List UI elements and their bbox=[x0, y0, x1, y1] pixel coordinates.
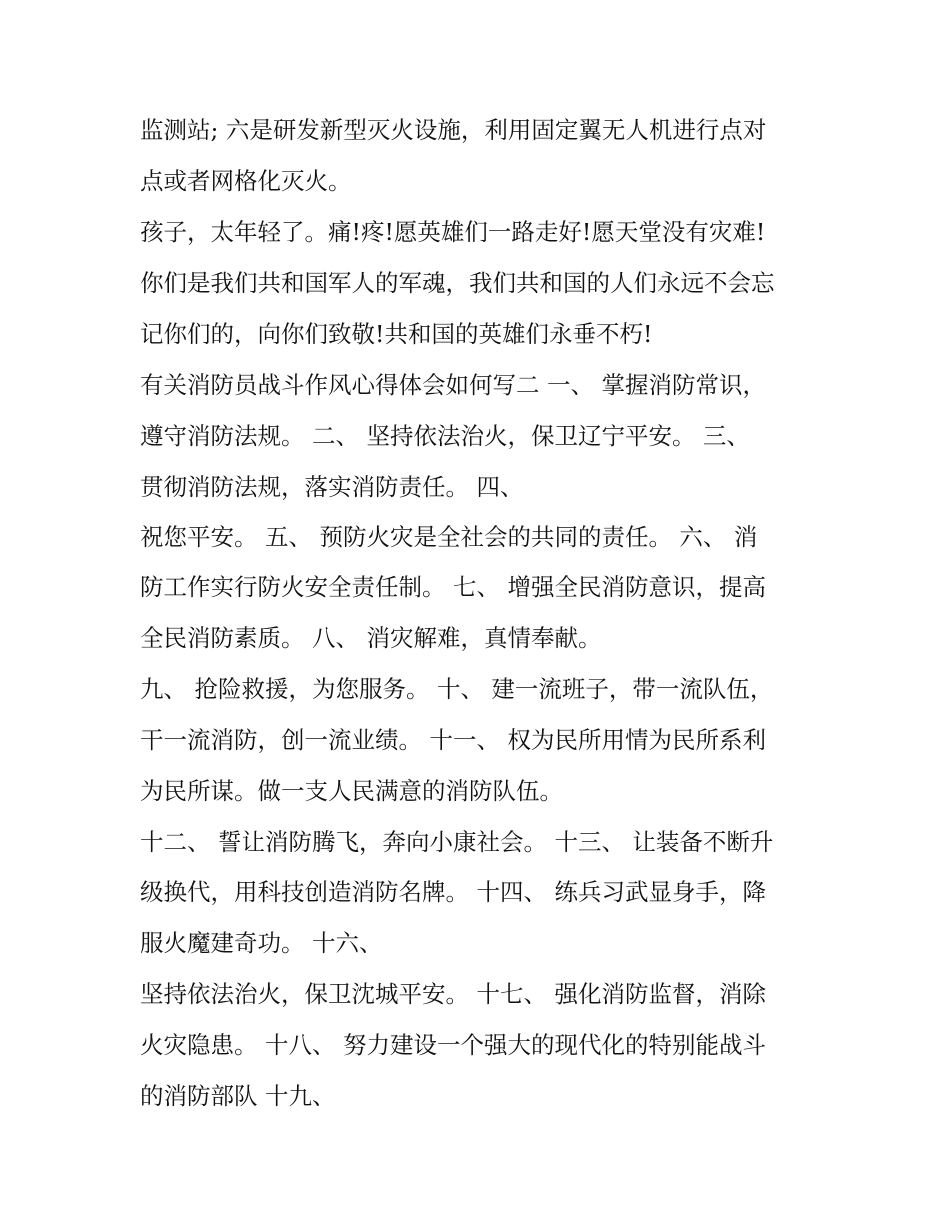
text-line: 防工作实行防火安全责任制。 七、 增强全民消防意识，提高 bbox=[140, 573, 766, 601]
text-line: 十二、 誓让消防腾飞，奔向小康社会。 十三、 让装备不断升 bbox=[140, 828, 774, 856]
text-line: 孩子，太年轻了。痛!疼!愿英雄们一路走好!愿天堂没有灾难! bbox=[140, 218, 766, 246]
text-line: 点或者网格化灭火。 bbox=[140, 167, 352, 195]
text-line: 有关消防员战斗作风心得体会如何写二 一、 掌握消防常识， bbox=[140, 371, 766, 399]
text-line: 的消防部队 十九、 bbox=[140, 1082, 336, 1110]
text-line: 九、 抢险救援，为您服务。 十、 建一流班子，带一流队伍， bbox=[140, 675, 774, 703]
text-line: 监测站; 六是研发新型灭火设施，利用固定翼无人机进行点对 bbox=[140, 116, 767, 144]
text-line: 服火魔建奇功。 十六、 bbox=[140, 929, 383, 957]
text-line: 你们是我们共和国军人的军魂，我们共和国的人们永远不会忘 bbox=[140, 269, 775, 297]
text-line: 坚持依法治火，保卫沈城平安。 十七、 强化消防监督，消除 bbox=[140, 980, 766, 1008]
text-line: 记你们的，向你们致敬!共和国的英雄们永垂不朽! bbox=[140, 320, 653, 348]
text-line: 祝您平安。 五、 预防火灾是全社会的共同的责任。 六、 消 bbox=[140, 523, 758, 551]
text-line: 全民消防素质。 八、 消灾解难，真情奉献。 bbox=[140, 624, 602, 652]
text-line: 贯彻消防法规，落实消防责任。 四、 bbox=[140, 473, 524, 501]
text-line: 火灾隐患。 十八、 努力建设一个强大的现代化的特别能战斗 bbox=[140, 1031, 766, 1059]
text-line: 级换代，用科技创造消防名牌。 十四、 练兵习武显身手，降 bbox=[140, 878, 766, 906]
text-line: 为民所谋。做一支人民满意的消防队伍。 bbox=[140, 777, 563, 805]
text-line: 干一流消防，创一流业绩。 十一、 权为民所用情为民所系利 bbox=[140, 726, 766, 754]
text-line: 遵守消防法规。 二、 坚持依法治火，保卫辽宁平安。 三、 bbox=[140, 422, 750, 450]
